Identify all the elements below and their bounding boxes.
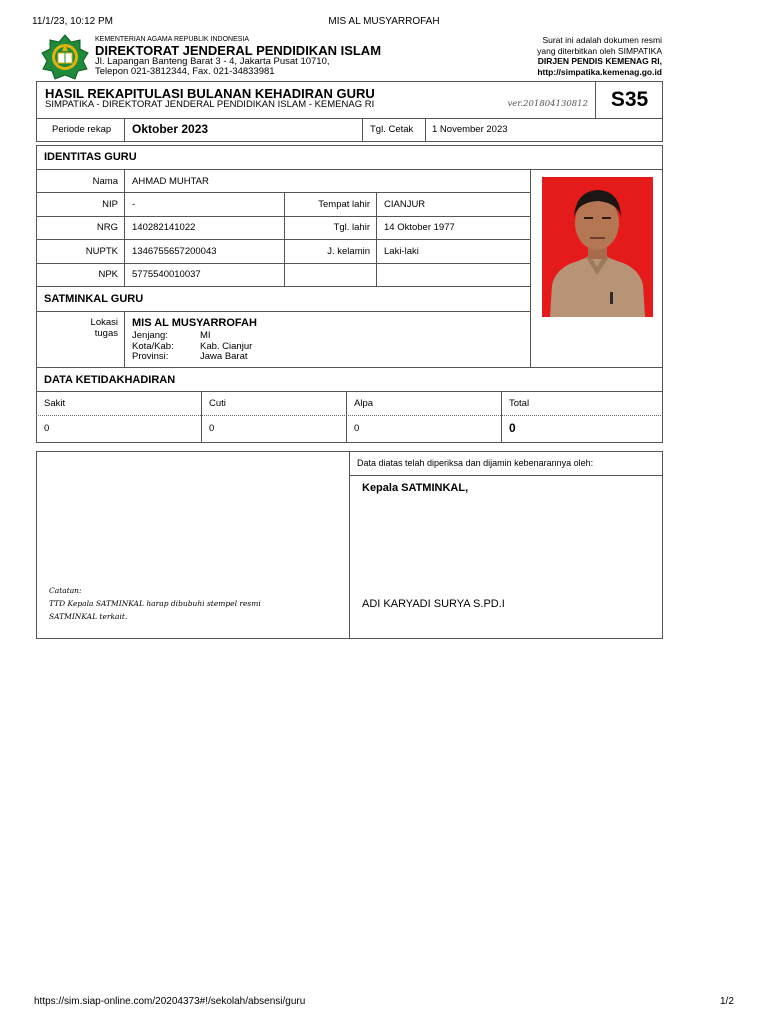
birthdate-value: 14 Oktober 1977 xyxy=(384,222,455,233)
leave-value: 0 xyxy=(209,423,215,434)
total-label: Total xyxy=(509,398,530,409)
note-line: TTD Kepala SATMINKAL harap dibubuhi stempel resmi xyxy=(49,599,261,608)
school-details xyxy=(132,331,252,363)
nuptk-label: NUPTK xyxy=(85,246,118,257)
period-label: Periode rekap xyxy=(52,124,112,135)
sick-label: Sakit xyxy=(44,398,66,409)
teacher-name: AHMAD MUHTAR xyxy=(132,176,209,187)
directorate-address xyxy=(95,57,330,77)
official-document-note xyxy=(440,35,662,77)
location-label xyxy=(40,317,118,339)
signature-note xyxy=(49,584,261,623)
print-page-number: 1/2 xyxy=(720,996,734,1007)
print-datetime: 11/1/23, 10:12 PM xyxy=(32,16,113,27)
identity-section-title: IDENTITAS GURU xyxy=(44,151,137,163)
npk-label: NPK xyxy=(98,269,118,280)
level-label: Jenjang: xyxy=(132,330,168,341)
birthdate-label: Tgl. lahir xyxy=(333,222,370,233)
report-title: HASIL REKAPITULASI BULANAN KEHADIRAN GURU xyxy=(45,86,375,101)
report-version: ver.201804130812 xyxy=(507,99,588,109)
report-code: S35 xyxy=(595,81,663,119)
city-label: Kota/Kab: xyxy=(132,340,174,352)
birthplace-value: CIANJUR xyxy=(384,199,426,210)
birthplace-label: Tempat lahir xyxy=(318,199,370,210)
satminkal-section-title: SATMINKAL GURU xyxy=(44,293,144,305)
address-line: Jl. Lapangan Banteng Barat 3 - 4, Jakarta Pusat 10710, xyxy=(95,56,330,67)
npk-value: 5775540010037 xyxy=(132,269,201,280)
province-label: Provinsi: xyxy=(132,351,169,362)
nrg-label: NRG xyxy=(96,222,118,233)
report-subtitle: SIMPATIKA - DIREKTORAT JENDERAL PENDIDIKAN ISLAM - KEMENAG RI xyxy=(45,99,375,110)
verification-text: Data diatas telah diperiksa dan dijamin kebenarannya oleh: xyxy=(357,458,594,468)
note-title: Catatan: xyxy=(49,586,82,595)
period-row xyxy=(36,118,663,142)
signer-role: Kepala SATMINKAL, xyxy=(362,482,469,494)
name-label: Nama xyxy=(92,176,118,187)
period-value: Oktober 2023 xyxy=(132,122,209,136)
phone-line: Telepon 021-3812344, Fax. 021-34833981 xyxy=(95,66,275,77)
province-value: Jawa Barat xyxy=(200,351,248,362)
directorate-name: DIREKTORAT JENDERAL PENDIDIKAN ISLAM xyxy=(95,43,382,58)
sick-value: 0 xyxy=(44,423,50,434)
ministry-name: KEMENTERIAN AGAMA REPUBLIK INDONESIA xyxy=(95,36,250,43)
teacher-photo xyxy=(542,177,653,317)
note-line: SATMINKAL terkait. xyxy=(49,612,128,621)
school-name: MIS AL MUSYARROFAH xyxy=(132,317,257,329)
nip-label: NIP xyxy=(102,199,118,210)
gender-value: Laki-laki xyxy=(384,246,419,257)
city-value: Kab. Cianjur xyxy=(200,340,253,352)
nip-value: - xyxy=(132,199,136,210)
level-value: MI xyxy=(200,330,211,341)
note-line: yang diterbitkan oleh SIMPATIKA xyxy=(537,45,662,56)
alpha-label: Alpa xyxy=(354,398,374,409)
nrg-value: 140282141022 xyxy=(132,222,196,233)
print-date-label: Tgl. Cetak xyxy=(370,124,414,135)
alpha-value: 0 xyxy=(354,423,360,434)
signer-name: ADI KARYADI SURYA S.PD.I xyxy=(362,598,505,610)
gender-label: J. kelamin xyxy=(327,246,370,257)
leave-label: Cuti xyxy=(209,398,226,409)
location-label-line: Lokasi xyxy=(90,317,118,328)
print-url: https://sim.siap-online.com/20204373#!/sekolah/absensi/guru xyxy=(34,996,306,1007)
print-title: MIS AL MUSYARROFAH xyxy=(328,16,440,27)
absence-section-title: DATA KETIDAKHADIRAN xyxy=(44,374,176,386)
note-url: http://simpatika.kemenag.go.id xyxy=(537,66,662,77)
location-label-line: tugas xyxy=(94,328,118,339)
total-value: 0 xyxy=(509,421,516,435)
note-line: DIRJEN PENDIS KEMENAG RI, xyxy=(537,56,662,66)
nuptk-value: 1346755657200043 xyxy=(132,246,217,257)
print-date-value: 1 November 2023 xyxy=(432,124,508,135)
note-line: Surat ini adalah dokumen resmi xyxy=(542,35,662,45)
kemenag-logo-icon xyxy=(40,34,90,80)
